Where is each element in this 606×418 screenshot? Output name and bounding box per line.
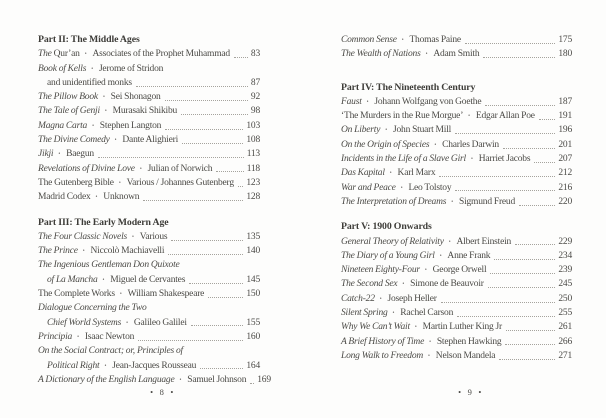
toc-entry xyxy=(38,104,260,118)
entry-title-italic: On the Social Contract; or, Principles of xyxy=(38,346,183,357)
entry-page-number: 87 xyxy=(250,77,260,88)
entry-title xyxy=(341,249,435,263)
bullet-separator-icon: • xyxy=(104,108,107,115)
dot-leader xyxy=(483,57,555,58)
entry-title xyxy=(38,90,98,104)
entry-title xyxy=(47,316,121,330)
section-gap xyxy=(38,205,260,216)
entry-title-italic: The Interpretation of Dreams xyxy=(341,196,447,207)
toc-entry xyxy=(341,320,572,334)
entry-title xyxy=(341,138,429,152)
entry-author: Baegun xyxy=(66,149,94,160)
entry-title xyxy=(341,349,423,363)
entry-author: Unknown xyxy=(103,192,140,203)
toc-entry xyxy=(341,33,572,47)
dot-leader xyxy=(191,325,244,326)
entry-author: Charles Darwin xyxy=(442,139,499,150)
entry-title-italic: Incidents in the Life of a Slave Girl xyxy=(341,154,466,165)
entry-title xyxy=(38,287,115,301)
left-page-toc xyxy=(38,33,271,387)
toc-entry xyxy=(341,349,572,363)
toc-entry xyxy=(341,249,572,263)
bullet-separator-icon: • xyxy=(468,113,470,120)
entry-title-italic: The Prince xyxy=(38,246,78,257)
entry-page-number: 103 xyxy=(246,120,260,131)
dot-leader xyxy=(494,259,555,260)
entry-author: Various xyxy=(139,231,168,242)
dot-leader xyxy=(455,133,555,134)
toc-entry xyxy=(341,335,572,349)
bullet-separator-icon: • xyxy=(389,170,392,177)
entry-author: Julian of Norwich xyxy=(147,163,213,174)
toc-entry xyxy=(38,47,260,61)
entry-title xyxy=(341,292,375,306)
entry-author: Johann Wolfgang von Goethe xyxy=(374,96,482,107)
entry-title-italic: The Pillow Book xyxy=(38,92,98,103)
entry-author: Nelson Mandela xyxy=(435,350,496,361)
entry-page-number: 83 xyxy=(250,49,260,60)
bullet-separator-icon: • xyxy=(139,165,142,172)
entry-author: Leo Tolstoy xyxy=(408,182,452,193)
toc-entry xyxy=(341,235,572,249)
bullet-separator-icon: • xyxy=(118,179,121,186)
entry-title-italic: A Brief History of Time xyxy=(341,336,425,347)
entry-author: Albert Einstein xyxy=(456,236,512,247)
entry-title xyxy=(341,320,410,334)
entry-page-number: 150 xyxy=(246,289,260,300)
dot-leader xyxy=(515,244,555,245)
entry-author: Edgar Allan Poe xyxy=(475,111,535,122)
toc-entry xyxy=(341,277,572,291)
folio-ornament-icon: • xyxy=(150,387,154,397)
toc-entry xyxy=(38,190,260,204)
bullet-separator-icon: • xyxy=(429,338,431,345)
entry-title-italic: Common Sense xyxy=(341,35,397,45)
entry-title-italic: The Ingenious Gentleman Don Quixote xyxy=(38,260,180,271)
toc-entry xyxy=(38,147,260,161)
bullet-separator-icon: • xyxy=(58,151,61,158)
dot-leader xyxy=(534,162,555,163)
entry-title-italic: The Wealth of Nations xyxy=(341,49,421,60)
bullet-separator-icon: • xyxy=(425,51,428,58)
toc-entry xyxy=(341,166,572,180)
entry-page-number: 155 xyxy=(246,317,260,328)
entry-title-italic: Book of Kells xyxy=(38,63,87,74)
entry-author: Adam Smith xyxy=(433,49,480,60)
entry-author: Various / Johannes Gutenberg xyxy=(126,177,234,188)
entry-page-number: 261 xyxy=(558,322,572,333)
toc-entry xyxy=(38,162,260,176)
section-gap xyxy=(341,209,572,220)
dot-leader xyxy=(539,119,556,120)
toc-entry xyxy=(38,90,260,104)
entry-author: Niccolò Machiavelli xyxy=(90,246,165,257)
bullet-separator-icon: • xyxy=(424,267,427,274)
bullet-separator-icon: • xyxy=(414,324,417,331)
bullet-separator-icon: • xyxy=(77,333,79,340)
dot-leader xyxy=(189,283,243,284)
entry-title xyxy=(38,230,127,244)
right-page-folio xyxy=(420,387,520,397)
bullet-separator-icon: • xyxy=(402,281,405,288)
entry-title xyxy=(341,335,424,349)
folio-ornament-icon: • xyxy=(478,387,482,397)
entry-author: Anne Frank xyxy=(447,250,491,261)
toc-entry xyxy=(341,195,572,209)
entry-title xyxy=(341,152,466,166)
bullet-separator-icon: • xyxy=(102,276,105,283)
dot-leader xyxy=(441,302,556,303)
bullet-separator-icon: • xyxy=(104,362,107,369)
dot-leader xyxy=(182,143,243,144)
toc-entry xyxy=(38,359,260,373)
entry-page-number: 239 xyxy=(558,265,572,276)
entry-author: Rachel Carson xyxy=(400,308,454,319)
dot-leader xyxy=(181,114,248,115)
bullet-separator-icon: • xyxy=(400,184,403,191)
entry-title-italic: Political Right xyxy=(47,360,100,371)
entry-title xyxy=(341,95,362,109)
entry-title-italic: The Second Sex xyxy=(341,279,398,290)
entry-title xyxy=(341,109,463,123)
entry-title-italic: Magna Carta xyxy=(38,120,88,131)
entry-page-number: 123 xyxy=(246,177,260,188)
toc-entry xyxy=(38,273,260,287)
entry-title-italic: Revelations of Divine Love xyxy=(38,163,135,174)
entry-page-number: 266 xyxy=(558,336,572,347)
entry-author: Samuel Johnson xyxy=(187,374,247,385)
bullet-separator-icon: • xyxy=(434,141,437,148)
entry-title xyxy=(38,119,87,133)
bullet-separator-icon: • xyxy=(95,194,98,201)
toc-entry xyxy=(341,47,572,61)
dot-leader xyxy=(136,86,248,87)
dot-leader xyxy=(490,273,555,274)
entry-title xyxy=(47,273,98,287)
toc-entry xyxy=(38,344,260,358)
toc-entry xyxy=(38,330,260,344)
entry-title xyxy=(341,306,388,320)
bullet-separator-icon: • xyxy=(385,127,387,134)
entry-author: Thomas Paine xyxy=(409,35,461,45)
entry-title xyxy=(341,47,421,61)
entry-title-italic: of La Mancha xyxy=(47,274,98,285)
section-gap xyxy=(341,62,572,81)
toc-entry xyxy=(341,152,572,166)
entry-title-italic: Nineteen Eighty-Four xyxy=(341,265,420,276)
dot-leader xyxy=(238,186,243,187)
entry-author: William Shakespeare xyxy=(127,289,205,300)
entry-title-italic: Long Walk to Freedom xyxy=(341,350,424,361)
entry-author: Stephen Hawking xyxy=(436,336,502,347)
dot-leader xyxy=(165,100,248,101)
entry-author: Jerome of Stridon xyxy=(98,63,164,74)
entry-title-roman: The Complete Works xyxy=(38,289,115,300)
dot-leader xyxy=(208,297,243,298)
dot-leader xyxy=(488,287,556,288)
entry-title-roman: Qur’an xyxy=(53,49,80,60)
bullet-separator-icon: • xyxy=(84,51,87,58)
entry-title xyxy=(341,235,444,249)
entry-author: Murasaki Shikibu xyxy=(112,106,178,117)
entry-page-number: 140 xyxy=(246,246,260,257)
entry-author: Isaac Newton xyxy=(84,331,135,342)
bullet-separator-icon: • xyxy=(448,238,451,245)
bullet-separator-icon: • xyxy=(439,252,442,259)
entry-author: Miguel de Cervantes xyxy=(110,274,186,285)
entry-title-roman: ‘The Murders in the Rue Morgue’ xyxy=(341,111,464,122)
toc-entry xyxy=(38,258,260,272)
entry-page-number: 187 xyxy=(558,96,572,107)
entry-author: Galileo Galilei xyxy=(133,317,187,328)
toc-entry xyxy=(38,287,260,301)
entry-title xyxy=(38,104,100,118)
entry-title xyxy=(341,166,385,180)
dot-leader xyxy=(216,171,243,172)
entry-title xyxy=(38,47,80,61)
entry-title xyxy=(341,123,380,137)
dot-leader xyxy=(165,129,243,130)
entry-title-italic: General Theory of Relativity xyxy=(341,236,444,247)
toc-entry xyxy=(38,62,260,76)
dot-leader xyxy=(485,105,555,106)
entry-page-number: 169 xyxy=(257,374,271,385)
entry-author: Karl Marx xyxy=(397,168,436,179)
entry-title xyxy=(341,33,397,47)
bullet-separator-icon: • xyxy=(451,198,453,205)
entry-author: John Stuart Mill xyxy=(392,125,452,136)
entry-title xyxy=(38,373,175,387)
entry-title-italic: Silent Spring xyxy=(341,308,388,319)
toc-entry xyxy=(38,119,260,133)
right-page-toc xyxy=(341,33,572,363)
toc-entry xyxy=(341,109,572,123)
entry-author: Associates of the Prophet Muhammad xyxy=(92,49,230,60)
entry-title-roman: The Gutenberg Bible xyxy=(38,177,114,188)
toc-entry xyxy=(341,95,572,109)
dot-leader xyxy=(455,190,555,191)
entry-page-number: 180 xyxy=(558,49,572,60)
entry-page-number: 201 xyxy=(558,139,572,150)
entry-title-roman: and unidentified monks xyxy=(47,77,132,88)
entry-title xyxy=(38,258,180,272)
bullet-separator-icon: • xyxy=(401,37,404,43)
bullet-separator-icon: • xyxy=(132,233,134,240)
entry-title-italic: The Four Classic Novels xyxy=(38,231,128,242)
entry-page-number: 98 xyxy=(250,106,260,117)
entry-author: Sei Shonagon xyxy=(110,92,161,103)
folio-ornament-icon: • xyxy=(458,387,462,397)
entry-page-number: 271 xyxy=(558,350,572,361)
toc-entry xyxy=(341,306,572,320)
section-heading: Part IV: The Nineteenth Century xyxy=(341,81,476,93)
dot-leader xyxy=(200,368,243,369)
entry-page-number: 175 xyxy=(558,35,572,45)
entry-page-number: 164 xyxy=(246,360,260,371)
entry-author: Joseph Heller xyxy=(387,293,437,304)
entry-title-italic: Dialogue Concerning the Two xyxy=(38,303,147,314)
dot-leader xyxy=(168,254,243,255)
entry-page-number: 250 xyxy=(558,293,572,304)
bullet-separator-icon: • xyxy=(82,248,85,255)
entry-page-number: 216 xyxy=(558,182,572,193)
folio-number: 8 xyxy=(159,387,165,397)
entry-title xyxy=(341,263,420,277)
dot-leader xyxy=(519,205,555,206)
entry-title xyxy=(38,133,110,147)
bullet-separator-icon: • xyxy=(379,295,382,302)
entry-title xyxy=(341,277,397,291)
toc-entry xyxy=(38,133,260,147)
folio-ornament-icon: • xyxy=(170,387,174,397)
entry-title xyxy=(341,181,396,195)
entry-title xyxy=(38,147,53,161)
bullet-separator-icon: • xyxy=(91,65,93,72)
entry-author: Stephen Langton xyxy=(99,120,162,131)
entry-title xyxy=(38,344,183,358)
entry-title xyxy=(47,76,132,90)
entry-page-number: 234 xyxy=(558,250,572,261)
entry-title xyxy=(47,359,99,373)
entry-title-italic: A Dictionary of the English Language xyxy=(38,374,175,385)
entry-title-italic: The xyxy=(38,49,54,60)
entry-title-italic: The Divine Comedy xyxy=(38,135,110,146)
entry-title xyxy=(38,162,135,176)
entry-title-italic: Why We Can’t Wait xyxy=(341,322,410,333)
dot-leader xyxy=(98,157,244,158)
entry-page-number: 245 xyxy=(558,279,572,290)
toc-entry xyxy=(38,301,260,315)
entry-title xyxy=(38,176,114,190)
entry-page-number: 135 xyxy=(246,231,260,242)
entry-title-italic: The Tale of Genji xyxy=(38,106,100,117)
toc-entry xyxy=(38,230,260,244)
bullet-separator-icon: • xyxy=(114,137,117,144)
dot-leader xyxy=(143,200,243,201)
entry-author: George Orwell xyxy=(432,265,487,276)
dot-leader xyxy=(457,316,555,317)
section-heading: Part III: The Early Modern Age xyxy=(38,216,169,228)
folio-number: 9 xyxy=(467,387,473,397)
dot-leader xyxy=(250,383,254,384)
toc-entry xyxy=(341,123,572,137)
bullet-separator-icon: • xyxy=(179,376,182,383)
bullet-separator-icon: • xyxy=(392,310,395,317)
entry-title-italic: Catch-22 xyxy=(341,293,375,304)
entry-title-italic: Principia xyxy=(38,331,73,342)
dot-leader xyxy=(234,57,248,58)
entry-title xyxy=(38,244,78,258)
entry-author: Simone de Beauvoir xyxy=(410,279,484,290)
bullet-separator-icon: • xyxy=(470,156,473,163)
toc-entry xyxy=(38,176,260,190)
entry-title xyxy=(38,190,91,204)
entry-author: Sigmund Freud xyxy=(458,196,516,207)
left-page-folio xyxy=(112,387,212,397)
entry-page-number: 128 xyxy=(246,192,260,203)
bullet-separator-icon: • xyxy=(92,122,94,129)
dot-leader xyxy=(138,340,243,341)
entry-page-number: 145 xyxy=(246,274,260,285)
entry-title xyxy=(341,195,446,209)
entry-page-number: 160 xyxy=(246,331,260,342)
bullet-separator-icon: • xyxy=(119,291,122,298)
entry-author: Harriet Jacobs xyxy=(478,154,531,165)
dot-leader xyxy=(171,240,243,241)
dot-leader xyxy=(506,330,555,331)
entry-title-roman: Madrid Codex xyxy=(38,192,91,203)
toc-entry xyxy=(38,373,271,387)
entry-author: Martin Luther King Jr xyxy=(422,322,503,333)
bullet-separator-icon: • xyxy=(126,319,128,326)
dot-leader xyxy=(499,359,555,360)
bullet-separator-icon: • xyxy=(366,98,369,105)
entry-title-italic: On the Origin of Species xyxy=(341,139,430,150)
toc-entry xyxy=(38,244,260,258)
dot-leader xyxy=(503,148,555,149)
entry-title xyxy=(38,330,72,344)
entry-title-italic: On Liberty xyxy=(341,125,381,136)
entry-title xyxy=(38,301,147,315)
section-heading: Part V: 1900 Onwards xyxy=(341,221,432,233)
entry-title xyxy=(38,62,86,76)
entry-title-italic: Chief World Systems xyxy=(47,317,122,328)
section-heading: Part II: The Middle Ages xyxy=(38,34,140,45)
entry-title-italic: The Diary of a Young Girl xyxy=(341,250,435,261)
bullet-separator-icon: • xyxy=(428,352,430,359)
entry-page-number: 92 xyxy=(250,92,260,103)
entry-author: Jean-Jacques Rousseau xyxy=(112,360,197,371)
entry-title-italic: Jikji xyxy=(38,149,54,160)
dot-leader xyxy=(465,43,555,44)
entry-title-italic: Faust xyxy=(341,96,362,107)
entry-page-number: 255 xyxy=(558,308,572,319)
entry-page-number: 220 xyxy=(558,196,572,207)
entry-page-number: 229 xyxy=(558,236,572,247)
entry-page-number: 212 xyxy=(558,168,572,179)
toc-entry xyxy=(341,138,572,152)
toc-entry xyxy=(341,181,572,195)
entry-page-number: 196 xyxy=(558,125,572,136)
toc-entry xyxy=(341,292,572,306)
toc-entry xyxy=(341,263,572,277)
dot-leader xyxy=(505,344,555,345)
toc-entry xyxy=(38,316,260,330)
entry-page-number: 113 xyxy=(246,149,260,160)
entry-page-number: 207 xyxy=(558,154,572,165)
entry-title-italic: Das Kapital xyxy=(341,168,385,179)
dot-leader xyxy=(439,176,555,177)
entry-author: Dante Alighieri xyxy=(122,135,179,146)
entry-title-italic: War and Peace xyxy=(341,182,396,193)
bullet-separator-icon: • xyxy=(102,94,105,101)
entry-page-number: 108 xyxy=(246,135,260,146)
entry-page-number: 118 xyxy=(246,163,260,174)
entry-page-number: 191 xyxy=(558,111,572,122)
toc-entry xyxy=(38,76,260,90)
